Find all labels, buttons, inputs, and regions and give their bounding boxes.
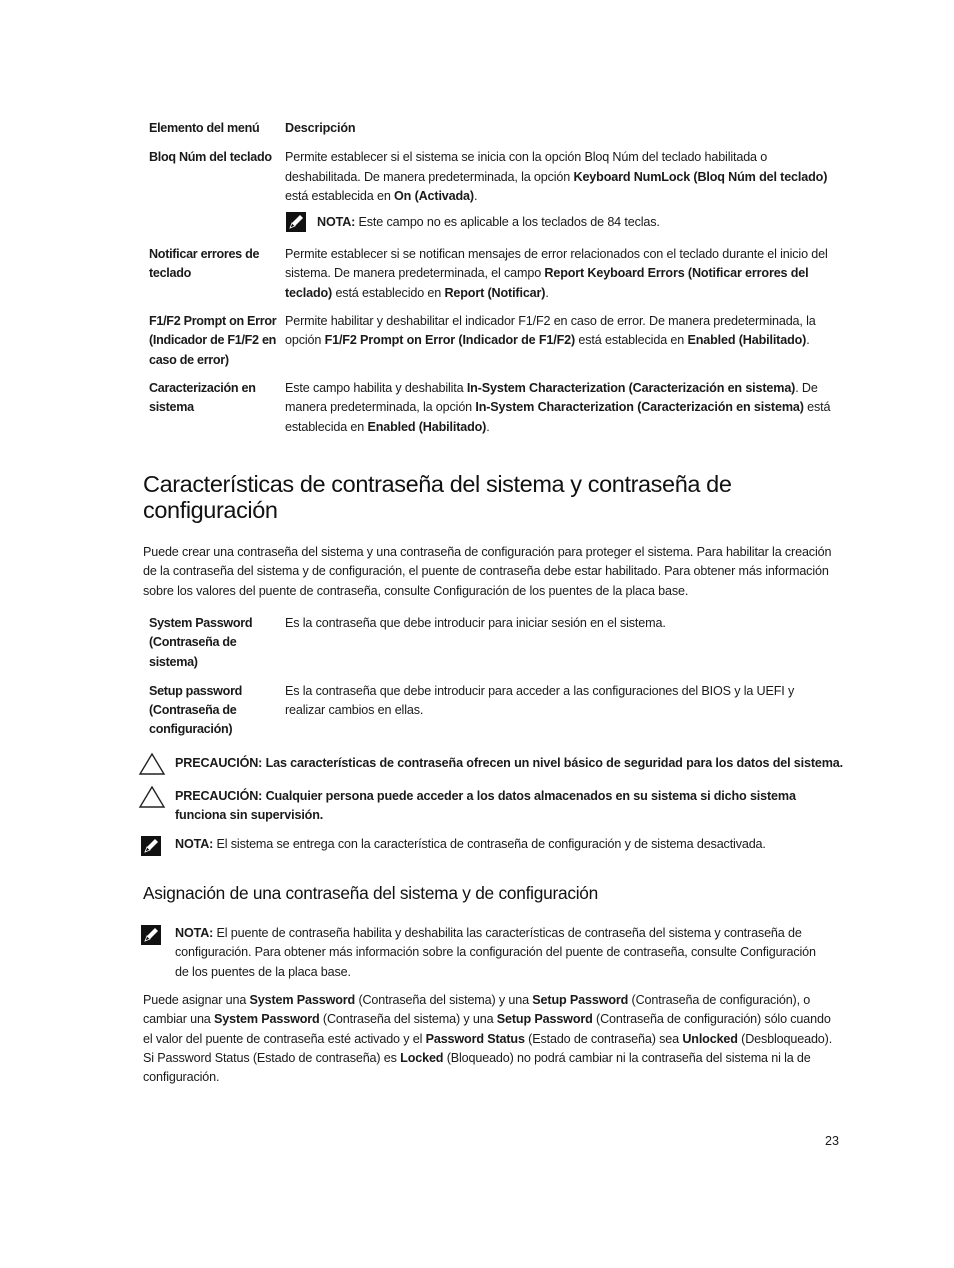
bold-term: Keyboard NumLock (Bloq Núm del teclado): [573, 169, 828, 184]
note-pencil-icon: [140, 924, 162, 946]
note-body: Este campo no es aplicable a los teclados de 84 teclas.: [355, 215, 660, 230]
note-text: [175, 924, 843, 982]
note-icon-wrap: [138, 924, 166, 982]
caution-text: [175, 754, 843, 776]
note-body: El puente de contraseña habilita y deshabilita las características de contraseña del sistema y contraseña de configuración. Para obtener más información sobre la configuración del puente de contraseña, consulte Configuración de los puentes de la placa base.: [175, 926, 816, 979]
subsection-title: Asignación de una contraseña del sistema y de configuración: [143, 883, 599, 903]
table-row: [149, 379, 839, 437]
text-run: Permite establecer si el sistema se inicia con la opción Bloq Núm del teclado habilitada o deshabilitada. De manera predeterminada, la opción: [285, 150, 768, 184]
text-run: (Contraseña de configuración), o cambiar una: [143, 993, 811, 1027]
bold-term: F1/F2 Prompt on Error (Indicador de F1/F2): [324, 333, 576, 348]
row-description: [285, 148, 837, 233]
caution-text: [175, 787, 843, 826]
text-run: está establecido en: [332, 285, 445, 300]
caution-callout: [138, 754, 843, 776]
row-description: [285, 245, 837, 303]
bold-term: In-System Characterization (Caracterización en sistema): [466, 380, 796, 395]
text-run: .: [486, 419, 490, 434]
text-run: . De manera predeterminada, la opción: [285, 380, 818, 415]
text-run: (Contraseña de configuración) sólo cuando el valor del puente de contraseña esté activado y el: [143, 1012, 831, 1046]
text-run: .: [473, 188, 478, 203]
bold-term: Enabled (Habilitado): [367, 419, 487, 434]
table-header-row: [149, 119, 839, 138]
note-callout: [138, 835, 843, 863]
bold-term: On (Activada): [394, 188, 474, 203]
table-row: [149, 614, 839, 672]
text-run: (Desbloqueado). Si Password Status (Estado de contraseña) es: [143, 1031, 833, 1065]
row-description: Es la contraseña que debe introducir para iniciar sesión en el sistema.: [285, 616, 666, 630]
bold-term: Report Keyboard Errors (Notificar errores del teclado): [285, 266, 809, 300]
intro-paragraph: Puede crear una contraseña del sistema y una contraseña de configuración para proteger el sistema. Para habilitar la creación de la contraseña del sistema y de configuración, el puente de contraseña debe estar habilitado. Para obtener más información sobre los valores del puente de contraseña, consulte Configuración de los puentes de la placa base.: [143, 545, 832, 598]
bold-term: In-System Characterization (Caracterización en sistema): [475, 400, 804, 415]
note-label: NOTA:: [175, 926, 214, 940]
note-label: NOTA:: [317, 215, 356, 230]
bold-term: Setup Password: [496, 1012, 593, 1027]
bold-term: Enabled (Habilitado): [687, 333, 807, 348]
caution-triangle-icon: [138, 785, 166, 809]
row-term: Notificar errores de teclado: [149, 247, 260, 281]
page-number: 23: [825, 1134, 840, 1148]
note-callout: [285, 213, 837, 233]
row-description: Es la contraseña que debe introducir para acceder a las configuraciones del BIOS y la UEFI y realizar cambios en ellas.: [285, 683, 795, 718]
bold-term: Setup Password: [532, 993, 629, 1007]
note-body: El sistema se entrega con la característica de contraseña de configuración y de sistema desactivada.: [213, 837, 766, 851]
text-run: .: [806, 333, 810, 348]
note-icon-wrap: [138, 835, 166, 863]
row-term: Caracterización en sistema: [149, 380, 256, 415]
bold-term: System Password: [249, 993, 356, 1007]
note-pencil-icon: [285, 211, 307, 233]
caution-body: Las características de contraseña ofrecen un nivel básico de seguridad para los datos del sistema.: [262, 756, 844, 770]
assign-password-paragraph: [143, 991, 843, 1087]
note-callout: [138, 924, 843, 982]
table-row: [149, 148, 839, 233]
caution-label: PRECAUCIÓN:: [175, 789, 263, 803]
text-run: Este campo habilita y deshabilita: [285, 380, 467, 395]
text-run: está establecida en: [285, 400, 831, 434]
menu-options-table: [149, 119, 839, 437]
section-title: Características de contraseña del sistema y contraseña de configuración: [143, 471, 732, 523]
text-run: está establecida en: [575, 333, 688, 348]
note-text: [317, 213, 837, 232]
row-description: [285, 379, 837, 437]
bold-term: Report (Notificar): [444, 285, 546, 300]
row-term: F1/F2 Prompt on Error (Indicador de F1/F2 en caso de error): [149, 314, 277, 367]
text-run: (Contraseña del sistema) y una: [355, 993, 533, 1007]
bold-term: System Password: [214, 1012, 320, 1027]
header-menu-item: Elemento del menú: [149, 121, 260, 135]
row-term: Setup password (Contraseña de configuración): [149, 683, 243, 737]
row-term: Bloq Núm del teclado: [149, 150, 272, 165]
bold-term: Password Status: [425, 1031, 525, 1046]
text-run: (Estado de contraseña) sea: [524, 1031, 683, 1046]
note-label: NOTA:: [175, 837, 214, 851]
caution-triangle-icon: [138, 752, 166, 776]
bold-term: Unlocked: [682, 1031, 738, 1046]
caution-callout: [138, 787, 843, 826]
text-run: (Bloqueado) no podrá cambiar ni la contraseña del sistema ni la de configuración.: [143, 1050, 811, 1085]
text-run: Permite establecer si se notifican mensajes de error relacionados con el teclado durante el inicio del sistema. De manera predeterminada, el campo: [285, 247, 828, 281]
caution-label: PRECAUCIÓN:: [175, 756, 263, 770]
table-row: [149, 245, 839, 303]
bold-term: Locked: [400, 1050, 444, 1065]
text-run: (Contraseña del sistema) y una: [319, 1012, 497, 1027]
row-term: System Password (Contraseña de sistema): [149, 616, 253, 669]
password-types-table: [149, 614, 839, 740]
row-description-text: [285, 148, 837, 206]
row-description: [285, 312, 837, 370]
table-row: [149, 682, 839, 740]
text-run: Permite habilitar y deshabilitar el indicador F1/F2 en caso de error. De manera predeterminada, la opción: [285, 314, 816, 348]
text-run: Puede asignar una: [143, 993, 250, 1007]
header-description: Descripción: [285, 121, 356, 135]
caution-body: Cualquier persona puede acceder a los datos almacenados en su sistema si dicho sistema funciona sin supervisión.: [175, 789, 796, 823]
text-run: .: [545, 285, 549, 300]
note-text: [175, 835, 843, 863]
note-pencil-icon: [140, 835, 162, 857]
table-row: [149, 312, 839, 370]
text-run: está establecida en: [285, 188, 395, 203]
